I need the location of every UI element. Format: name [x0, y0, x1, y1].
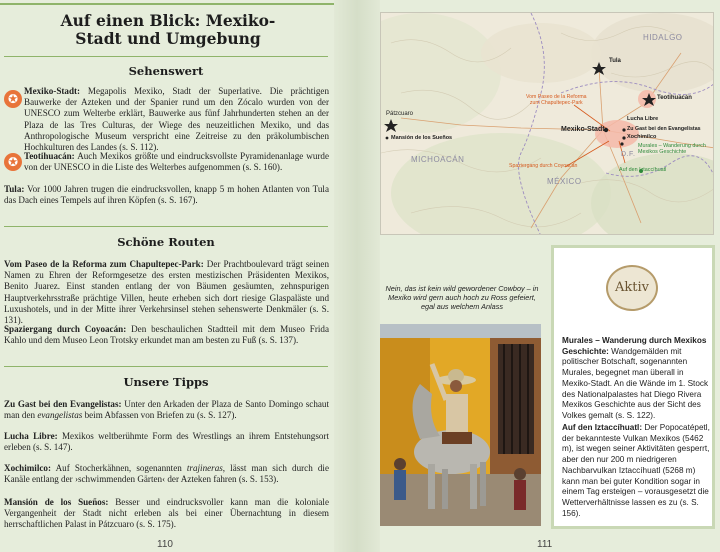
page-number-left: 110 [157, 539, 173, 550]
item-text: Unter den Arkaden der Plaza de Santo Domingo schaut man den [4, 399, 329, 421]
place-teotihuacan: Teotihuacán [657, 95, 692, 101]
item-italic: trajineras [186, 463, 223, 473]
title-line-1: Auf einen Blick: Mexiko- [60, 11, 276, 30]
item-text: Auf Stocherkähnen, sogenannten [50, 463, 187, 473]
route-reforma [526, 94, 587, 106]
sehenswert-item [4, 184, 329, 206]
item-term: Xochimilco: [4, 463, 51, 473]
section-rule [4, 366, 328, 367]
item-term: Zu Gast bei den Evangelistas: [4, 399, 122, 409]
tipp-item [4, 497, 329, 531]
route-item [4, 324, 329, 346]
heading-sehenswert: Sehenswert [128, 64, 204, 78]
aktiv-badge: Aktiv [606, 265, 658, 311]
region-map [380, 12, 714, 235]
photo-illustration [380, 324, 541, 526]
region-label: MÉXICO [547, 177, 582, 186]
item-text: Den beschaulichen Stadtteil mit dem Museo Frida Kahlo und dem Museo Leon Trotsky erkundet man am besten zu Fuß (s. S. 137). [4, 324, 329, 346]
aktiv-text: Der Popocatépetl, der bekannteste Vulkan Mexikos (5462 m), ist wegen seiner Aktivitäten gesperrt, aber den nur 200 m niedrigeren Nachbarvulkan Iztaccíhuatl (5268 m) kann man bei guter Kondition sogar in einem Tag ersteigen – vorausgesetzt die Wetterverhältnisse lassen es zu (s. S. 156). [562, 423, 710, 518]
route-label-line: Mexikos Geschichte [638, 149, 687, 155]
item-term: Lucha Libre: [4, 431, 58, 441]
place-tula: Tula [609, 58, 621, 64]
top-rule [0, 3, 334, 5]
item-text: Vor 1000 Jahren trugen die eindrucksvollen, knapp 5 m hohen Atlanten von Tula das Dach eines Tempels auf ihren Köpfen (s. S. 167). [4, 184, 329, 206]
aktiv-paragraph-iztaccihuatl [562, 423, 710, 519]
region-label: MICHOACÁN [411, 155, 465, 164]
region-label: D.F. [621, 151, 636, 158]
place-lucha-libre: Lucha Libre [627, 116, 659, 122]
place-mexiko-stadt: Mexiko-Stadt [561, 126, 605, 133]
map-terrain [381, 13, 714, 235]
route-coyoacan: Spaziergang durch Coyoacán [509, 163, 578, 169]
aktiv-paragraph-murales [562, 336, 710, 422]
page-title [40, 12, 296, 48]
sehenswert-item [24, 86, 329, 153]
item-text: , lässt man sich durch die Kanäle entlang der ›schwimmenden Gärten‹ der Azteken fahren (s. S. 153). [4, 463, 329, 485]
heading-tipps: Unsere Tipps [123, 375, 209, 389]
aktiv-text: Wandgemälden mit politischer Botschaft, sogenannten Murales, begegnet man überall in Mexiko-Stadt. An die Wände im 1. Stock des Nationalpalastes hat Diego Rivera Mexikos Geschichte aus der Sicht des Volkes gemalt (s. S. 122). [562, 346, 709, 420]
tipp-item [4, 431, 329, 453]
page-number-right: 111 [537, 539, 553, 550]
item-italic: evangelistas [37, 410, 83, 421]
item-term: Teotihuacán: [24, 151, 75, 161]
title-line-2: Stadt und Umgebung [75, 29, 261, 48]
item-term: Mansión de los Sueños: [4, 497, 109, 507]
route-label-line: zum Chapultepec-Park [529, 100, 583, 106]
item-text: Megapolis Mexiko, Stadt der Superlative. Die prächtigen Bauwerke der Azteken und der Spanier rund um den Zócalo wurden von der UNESCO zum Welterbe erklärt, Bauwerke aus fünf Jahrhunderten stehen an der Plaza de las Tres Culturas, der Wiege des neuzeitlichen Mexiko, und das Anthropologische Museum verspricht eine Zeitreise zu den präkolumbischen Hochkulturen des Landes (s. S. 112). [24, 86, 329, 153]
aktiv-term: Murales – Wanderung durch Mexikos Geschichte: [562, 336, 707, 356]
photo-caption: Nein, das ist kein wild gewordener Cowboy – in Mexiko wird gern auch hoch zu Ross gefeiert, egal aus welchem Anlass [385, 284, 539, 312]
place-xochimilco: Xochimilco [627, 134, 657, 140]
item-text: Besser und eindrucksvoller kann man die koloniale Vergangenheit der Stadt nicht erleben als bei einer Übernachtung in diesem herrschaftlichen Palast in Pátzcuaro (s. S. 175). [4, 497, 329, 530]
section-rule [4, 56, 328, 57]
tipp-item [4, 463, 329, 485]
sehenswert-item [24, 151, 329, 173]
route-murales [638, 143, 706, 155]
route-label-line: Vom Paseo de la Reforma [526, 94, 587, 100]
item-text: Der Prachtboulevard trägt seinen Namen zu Ehren der Reformgesetze des ersten mestizischen Präsidenten Mexikos, Benito Juarez. Einst standen entlang der von Bäumen gesäumten, zehnspurigen Hauptverkehrsstraße prächtige Villen, heute erheben sich dort riesige Glaspaläste und Luxushotels, und in der Mitte ihrer Verkehrsinsel stehen sehenswerte Denkmäler (s. S. 131). [4, 259, 329, 326]
section-rule [4, 226, 328, 227]
item-text: Mexikos weltberühmte Form des Wrestlings an ihrem Entstehungsort erleben (s. S. 147). [4, 431, 329, 453]
photo-horseman [380, 324, 541, 526]
star-icon: ✪ [4, 90, 22, 108]
place-patzcuaro: Pátzcuaro [386, 111, 414, 117]
star-icon: ✪ [4, 153, 22, 171]
item-term: Tula: [4, 184, 25, 194]
place-mansion: Mansión de los Sueños [391, 135, 453, 141]
route-label-line: Murales – Wanderung durch [638, 143, 706, 149]
book-gutter [334, 0, 380, 552]
tipp-item [4, 399, 329, 421]
item-term: Spaziergang durch Coyoacán: [4, 324, 127, 334]
item-term: Mexiko-Stadt: [24, 86, 81, 96]
aktiv-term: Auf den Iztaccíhuatl: [562, 423, 643, 432]
item-text: Auch Mexikos größte und eindrucksvollste Pyramidenanlage wurde von der UNESCO in die Liste des Welterbes aufgenommen (s. S. 160). [24, 151, 329, 173]
region-label: HIDALGO [643, 33, 683, 42]
item-text: beim Abfassen von Briefen zu (s. S. 127). [82, 410, 237, 421]
route-iztaccihuatl: Auf den Iztaccíhuatl [619, 167, 667, 173]
route-item [4, 259, 329, 326]
place-evangelistas: Zu Gast bei den Evangelistas [627, 126, 701, 132]
heading-routen: Schöne Routen [117, 235, 215, 249]
item-term: Vom Paseo de la Reforma zum Chapultepec-Park: [4, 259, 204, 269]
